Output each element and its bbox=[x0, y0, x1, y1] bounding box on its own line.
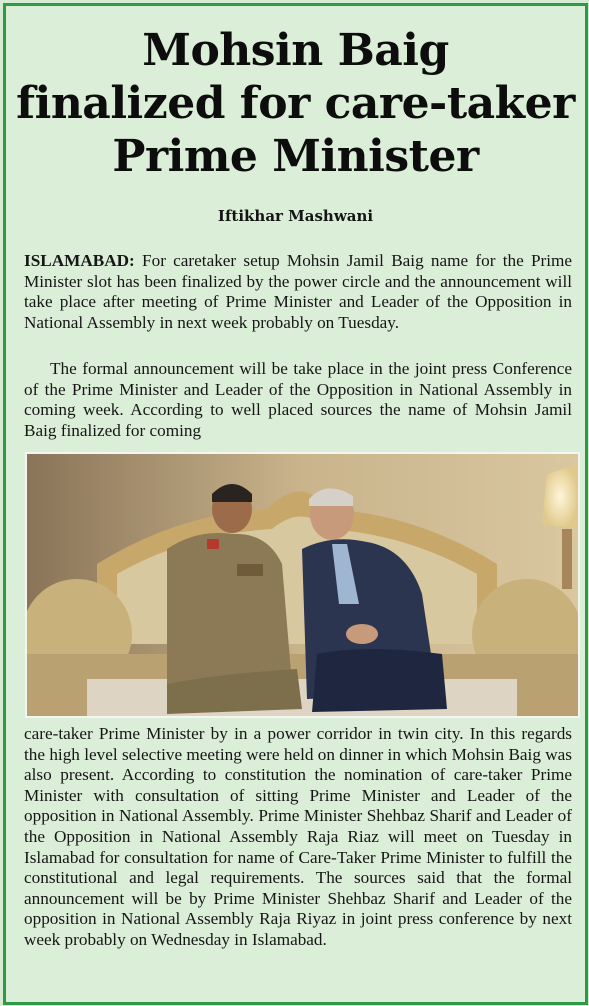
photo-illustration bbox=[27, 454, 578, 716]
newspaper-clipping bbox=[3, 3, 588, 1005]
headline-line-1: Mohsin Baig bbox=[142, 25, 449, 76]
paragraph-2: The formal announcement will be take place in the joint press Conference of the Prime Minister and Leader of the Opposition in National Assembly in coming week. According to well placed sources the name of Mohsin Jamil Baig finalized for coming bbox=[24, 359, 572, 440]
news-photo bbox=[25, 452, 580, 718]
paragraph-1 bbox=[24, 251, 572, 333]
headline-line-2: finalized for care-taker bbox=[16, 78, 575, 129]
dateline: ISLAMABAD: bbox=[24, 251, 135, 270]
byline: Iftikhar Mashwani bbox=[217, 207, 374, 225]
paragraph-1-text: For caretaker setup Mohsin Jamil Baig name for the Prime Minister slot has been finalized by the power circle and the announcement will take place after meeting of Prime Minister and Leader of the Opposition in National Assembly in next week probably on Tuesday. bbox=[24, 251, 573, 332]
paragraph-3: care-taker Prime Minister by in a power corridor in twin city. In this regards the high level selective meeting were held on dinner in which Mohsin Baig was also present. According to constitution the nomination of care-taker Prime Minister with consultation of sitting Prime Minister and Leader of the opposition in National Assembly. Prime Minister Shehbaz Sharif and Leader of the Opposition in National Assembly Raja Riaz will meet on Tuesday in Islamabad for consultation for name of Care-Taker Prime Minister to fulfill the constitutional and legal requirements. The sources said that the formal announcement will be by Prime Minister Shehbaz Sharif and Leader of the opposition in National Assembly Raja Riyaz in joint press conference by next week probably on Wednesday in Islamabad. bbox=[24, 724, 572, 949]
headline bbox=[6, 24, 585, 183]
headline-line-3: Prime Minister bbox=[112, 131, 479, 182]
